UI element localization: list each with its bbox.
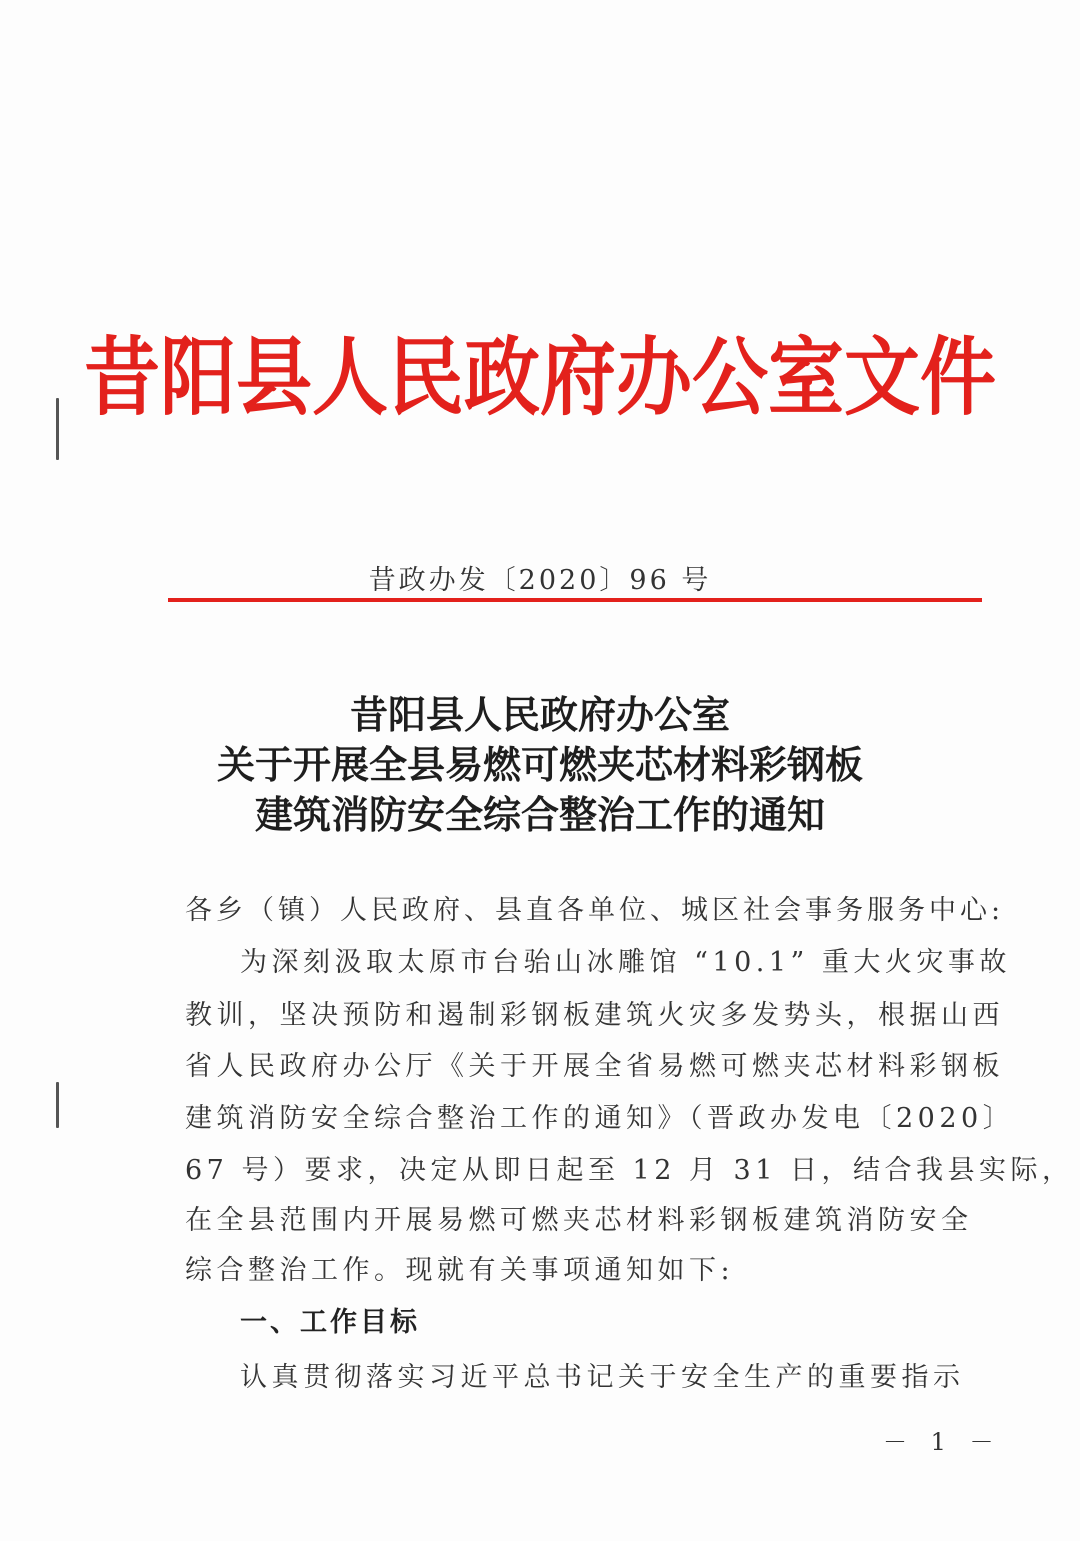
binding-mark <box>56 1082 59 1128</box>
page-number: － 1 － <box>883 1428 1002 1456</box>
paragraph-line: 综合整治工作。现就有关事项通知如下: <box>185 1255 735 1286</box>
paragraph-line: 67 号）要求，决定从即日起至 12 月 31 日，结合我县实际， <box>185 1155 1074 1186</box>
letterhead-title: 昔阳县人民政府办公室文件 <box>84 327 996 428</box>
paragraph-line: 为深刻汲取太原市台骀山冰雕馆 “10.1” 重大火灾事故 <box>240 947 1011 978</box>
section-heading: 一、工作目标 <box>240 1307 420 1338</box>
paragraph-line: 在全县范围内开展易燃可燃夹芯材料彩钢板建筑消防安全 <box>185 1205 973 1236</box>
notice-title-line: 关于开展全县易燃可燃夹芯材料彩钢板 <box>216 742 863 787</box>
paragraph-line: 认真贯彻落实习近平总书记关于安全生产的重要指示 <box>240 1362 965 1393</box>
notice-title <box>0 690 1080 840</box>
paragraph-line: 建筑消防安全综合整治工作的通知》（晋政办发电〔2020〕 <box>185 1103 1015 1134</box>
notice-title-line: 昔阳县人民政府办公室 <box>349 692 730 737</box>
document-number: 昔政办发〔2020〕96 号 <box>368 565 712 596</box>
notice-title-line: 建筑消防安全综合整治工作的通知 <box>254 792 825 837</box>
red-divider-line <box>168 598 982 602</box>
addressee-line: 各乡（镇）人民政府、县直各单位、城区社会事务服务中心: <box>185 895 1005 926</box>
paragraph-line: 教训，坚决预防和遏制彩钢板建筑火灾多发势头，根据山西 <box>185 1000 1004 1031</box>
paragraph-line: 省人民政府办公厅《关于开展全省易燃可燃夹芯材料彩钢板 <box>185 1051 1004 1082</box>
